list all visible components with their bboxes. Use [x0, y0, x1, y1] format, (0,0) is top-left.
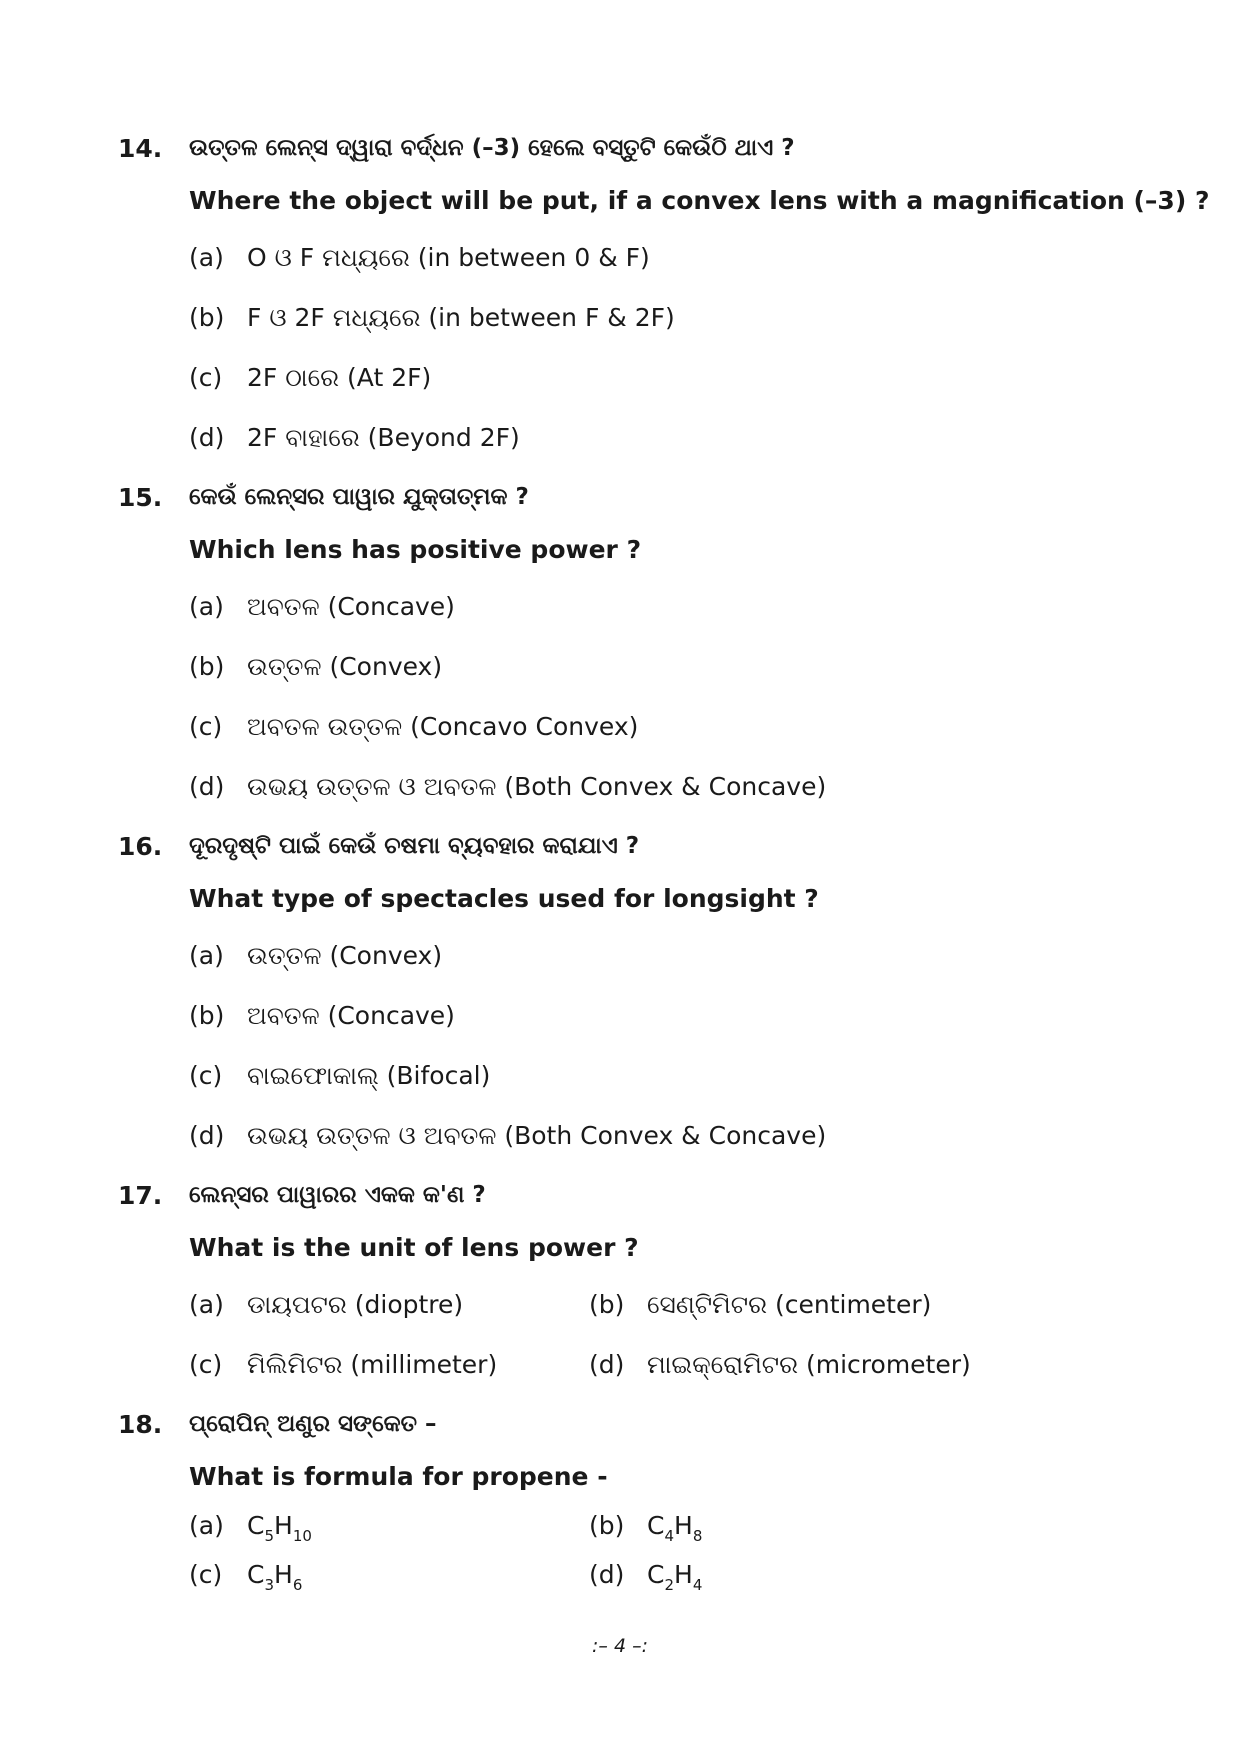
- question-number: 16.: [118, 832, 163, 861]
- formula-element: H: [274, 1511, 293, 1540]
- option-c: [189, 363, 431, 393]
- formula-subscript: 4: [664, 1527, 675, 1545]
- formula: [247, 1560, 303, 1594]
- option-text: ଅବତଳ ଉତ୍ତଳ (Concavo Convex): [247, 712, 639, 741]
- option-label: (a): [189, 941, 224, 970]
- option-label: (b): [589, 1511, 625, 1540]
- formula-subscript: 3: [264, 1576, 275, 1594]
- formula-element: C: [647, 1560, 665, 1589]
- page-number: :– 4 –:: [592, 1635, 648, 1657]
- option-label: (b): [589, 1290, 625, 1319]
- option-c: [189, 1350, 497, 1380]
- formula-subscript: 4: [692, 1576, 703, 1594]
- option-label: (b): [189, 652, 225, 681]
- formula-element: H: [274, 1560, 293, 1589]
- question-number: 14.: [118, 134, 163, 163]
- option-d: [189, 772, 826, 802]
- option-text: ସେଣ୍ଟିମିଟର (centimeter): [647, 1290, 932, 1319]
- question-number: 18.: [118, 1410, 163, 1439]
- question-english: Where the object will be put, if a convex lens with a magnification (–3) ?: [189, 186, 1210, 215]
- option-label: (a): [189, 1511, 224, 1540]
- option-label: (c): [189, 712, 223, 741]
- option-label: (c): [189, 1560, 223, 1589]
- formula-subscript: 6: [292, 1576, 303, 1594]
- option-label: (a): [189, 243, 224, 272]
- option-text: ଡାୟପଟର (dioptre): [247, 1290, 464, 1319]
- option-d: [589, 1560, 703, 1594]
- question-odia: ଲେନ୍ସର ପାୱାରର ଏକକ କ'ଣ ?: [189, 1182, 486, 1208]
- option-c: [189, 1061, 490, 1091]
- formula-subscript: 2: [664, 1576, 675, 1594]
- formula-element: C: [247, 1511, 265, 1540]
- option-text: ଅବତଳ (Concave): [247, 1001, 455, 1030]
- option-a: [189, 941, 442, 971]
- formula-subscript: 10: [292, 1527, 312, 1545]
- option-text: ଅବତଳ (Concave): [247, 592, 455, 621]
- formula-subscript: 5: [264, 1527, 275, 1545]
- option-d: [589, 1350, 971, 1380]
- option-label: (a): [189, 1290, 224, 1319]
- question-odia: କେଉଁ ଲେନ୍ସର ପାୱାର ଯୁକ୍ତାତ୍ମକ ?: [189, 484, 529, 510]
- question-number: 15.: [118, 483, 163, 512]
- option-d: [189, 423, 520, 453]
- option-text: O ଓ F ମଧ୍ୟରେ (in between 0 & F): [247, 243, 650, 272]
- option-label: (d): [189, 423, 225, 452]
- formula-element: H: [674, 1511, 693, 1540]
- option-text: 2F ଠାରେ (At 2F): [247, 363, 432, 392]
- option-a: [189, 243, 650, 273]
- option-label: (d): [189, 1121, 225, 1150]
- formula-element: C: [247, 1560, 265, 1589]
- option-label: (d): [589, 1560, 625, 1589]
- option-a: [189, 1511, 312, 1545]
- option-label: (c): [189, 1350, 223, 1379]
- option-b: [189, 652, 442, 682]
- option-b: [589, 1511, 703, 1545]
- option-label: (d): [189, 772, 225, 801]
- formula: [247, 1511, 312, 1545]
- option-b: [189, 1001, 455, 1031]
- option-d: [189, 1121, 826, 1151]
- option-b: [189, 303, 675, 333]
- question-odia: ପ୍ରୋପିନ୍ ଅଣୁର ସଙ୍କେତ –: [189, 1411, 437, 1437]
- formula-element: H: [674, 1560, 693, 1589]
- question-english: Which lens has positive power ?: [189, 535, 642, 564]
- question-odia: ଉତ୍ତଳ ଲେନ୍ସ ଦ୍ୱାରା ବର୍ଦ୍ଧନ (–3) ହେଲେ ବସ୍ତୁଟି କେଉଁଠି ଥାଏ ?: [189, 135, 795, 161]
- option-label: (c): [189, 1061, 223, 1090]
- option-c: [189, 712, 638, 742]
- option-text: ମିଲିମିଟର (millimeter): [247, 1350, 498, 1379]
- question-english: What is the unit of lens power ?: [189, 1233, 639, 1262]
- option-text: ଉଭୟ ଉତ୍ତଳ ଓ ଅବତଳ (Both Convex & Concave): [247, 1121, 827, 1150]
- option-a: [189, 1290, 463, 1320]
- option-b: [589, 1290, 931, 1320]
- option-text: ଉତ୍ତଳ (Convex): [247, 941, 443, 970]
- formula-element: C: [647, 1511, 665, 1540]
- option-label: (a): [189, 592, 224, 621]
- question-english: What type of spectacles used for longsight ?: [189, 884, 819, 913]
- option-text: ବାଇଫୋକାଲ୍ (Bifocal): [247, 1061, 491, 1090]
- option-label: (c): [189, 363, 223, 392]
- option-text: ଉତ୍ତଳ (Convex): [247, 652, 443, 681]
- option-label: (b): [189, 1001, 225, 1030]
- option-label: (b): [189, 303, 225, 332]
- option-text: ମାଇକ୍ରୋମିଟର (micrometer): [647, 1350, 971, 1379]
- formula: [647, 1511, 703, 1545]
- option-c: [189, 1560, 303, 1594]
- question-odia: ଦୂରଦୃଷ୍ଟି ପାଇଁ କେଉଁ ଚଷମା ବ୍ୟବହାର କରାଯାଏ ?: [189, 833, 640, 859]
- option-text: F ଓ 2F ମଧ୍ୟରେ (in between F & 2F): [247, 303, 675, 332]
- formula-subscript: 8: [692, 1527, 703, 1545]
- question-english: What is formula for propene -: [189, 1462, 608, 1491]
- option-text: 2F ବାହାରେ (Beyond 2F): [247, 423, 520, 452]
- question-number: 17.: [118, 1181, 163, 1210]
- option-label: (d): [589, 1350, 625, 1379]
- formula: [647, 1560, 703, 1594]
- option-a: [189, 592, 455, 622]
- option-text: ଉଭୟ ଉତ୍ତଳ ଓ ଅବତଳ (Both Convex & Concave): [247, 772, 827, 801]
